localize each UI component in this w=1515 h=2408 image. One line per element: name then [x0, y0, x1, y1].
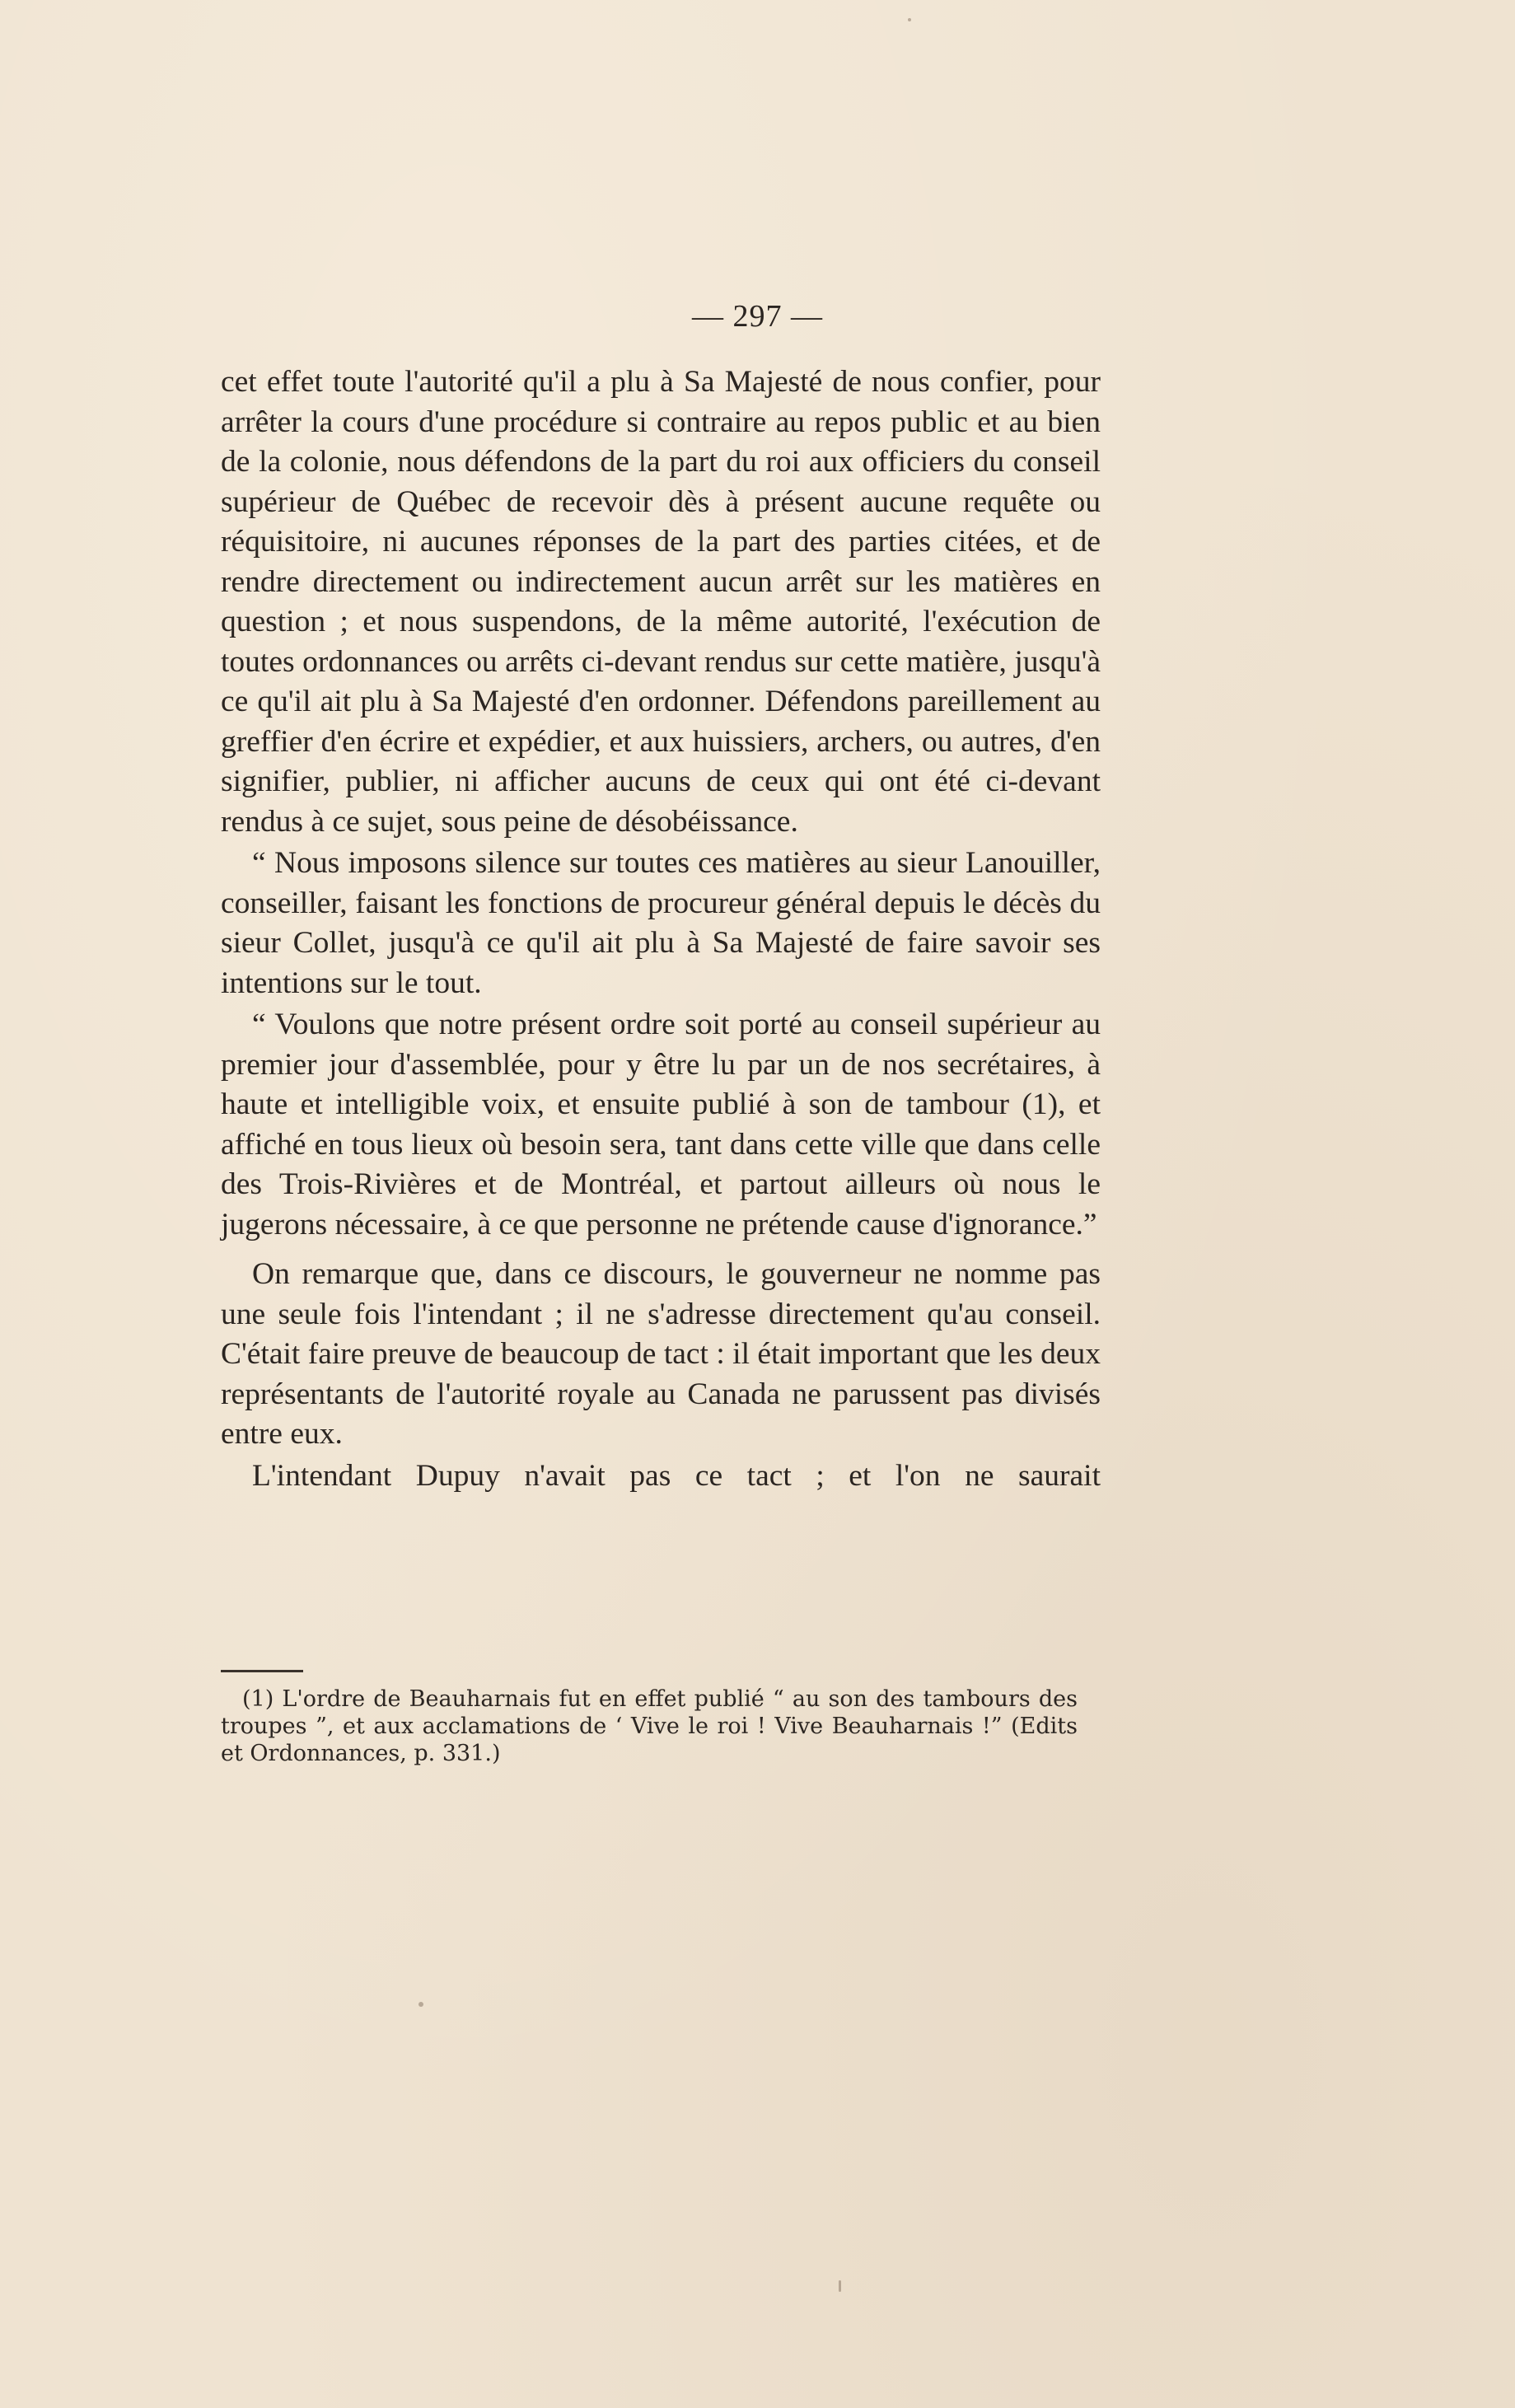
page-number: — 297 —	[692, 299, 823, 334]
paper-speck	[418, 2002, 423, 2007]
paragraph-remark: On remarque que, dans ce discours, le gouverneur ne nomme pas une seule fois l'intendant ; il ne s'adresse directement qu'au conseil. C'était faire preuve de beaucoup de tact : il était important que les deux représentants de l'autorité royale au Canada ne parussent pas divisés entre eux.	[221, 1257, 1101, 1451]
paper-speck	[839, 2280, 841, 2292]
footnote-rule	[221, 1670, 303, 1672]
paper-speck	[908, 18, 911, 21]
paragraph-continuation: cet effet toute l'autorité qu'il a plu à Sa Majesté de nous confier, pour arrêter la cours d'une procédure si contraire au repos public et au bien de la colonie, nous défendons de la part du roi aux officiers du conseil supérieur de Québec de recevoir dès à présent aucune requête ou réquisitoire, ni aucunes réponses de la part des parties citées, et de rendre directement ou indirectement aucun arrêt sur les matières en question ; et nous suspendons, de la même autorité, l'exécution de toutes ordonnances ou arrêts ci-devant rendus sur cette matière, jusqu'à ce qu'il ait plu à Sa Majesté d'en ordonner. Défendons pareillement au greffier d'en écrire et expédier, et aux huissiers, archers, ou autres, d'en signifier, publier, ni afficher aucuns de ceux qui ont été ci-devant rendus à ce sujet, sous peine de désobéissance.	[221, 365, 1101, 839]
paragraph-intendant: L'intendant Dupuy n'avait pas ce tact ; et l'on ne saurait	[252, 1458, 1101, 1493]
footnote: (1) L'ordre de Beauharnais fut en effet publié “ au son des tambours des troupes ”, et aux acclamations de ‘ Vive le roi ! Vive Beauharnais !” (Edits et Ordonnances, p. 331.)	[221, 1686, 1078, 1766]
paragraph-quote-voulons: “ Voulons que notre présent ordre soit porté au conseil supérieur au premier jour d'assemblée, pour y être lu par un de nos secrétaires, à haute et intelligible voix, et ensuite publié à son de tambour (1), et affiché en tous lieux où besoin sera, tant dans cette ville que dans celle des Trois-Rivières et de Montréal, et partout ailleurs où nous le jugerons nécessaire, à ce que personne ne prétende cause d'ignorance.”	[221, 1008, 1101, 1241]
paragraph-quote-silence: “ Nous imposons silence sur toutes ces matières au sieur Lanouiller, conseiller, faisant les fonctions de procureur général depuis le décès du sieur Collet, jusqu'à ce qu'il ait plu à Sa Majesté de faire savoir ses intentions sur le tout.	[221, 846, 1101, 1000]
body-text	[221, 362, 1101, 1496]
